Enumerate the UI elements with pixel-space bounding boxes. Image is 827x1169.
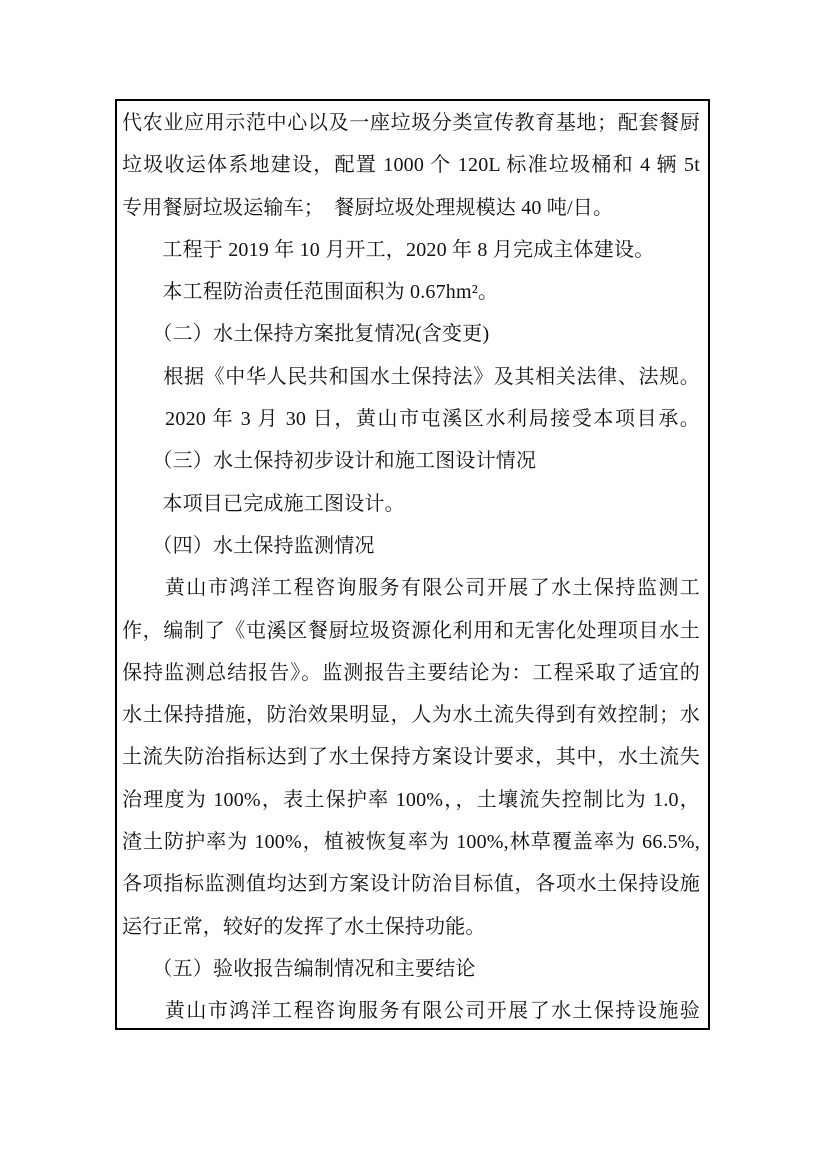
text-line: 运行正常，较好的发挥了水土保持功能。 (122, 915, 486, 938)
text-line: （三）水土保持初步设计和施工图设计情况 (122, 450, 537, 473)
text-line: （二）水土保持方案批复情况(含变更) (122, 323, 490, 346)
text-line: 本工程防治责任范围面积为 0.67hm²。 (122, 281, 499, 304)
text-line: 垃圾收运体系地建设，配置 1000 个 120L 标准垃圾桶和 4 辆 5t (122, 154, 700, 177)
text-line: 2020 年 3 月 30 日，黄山市屯溪区水利局接受本项目承。 (122, 408, 700, 431)
text-line: 渣土防护率为 100%，植被恢复率为 100%,林草覆盖率为 66.5%, (122, 831, 700, 854)
text-line: 黄山市鸿洋工程咨询服务有限公司开展了水土保持监测工 (122, 577, 700, 600)
text-line: 各项指标监测值均达到方案设计防治目标值，各项水土保持设施 (122, 873, 700, 896)
text-line: （四）水土保持监测情况 (122, 534, 375, 557)
document-text-block (117, 101, 708, 1028)
text-line: 保持监测总结报告》。监测报告主要结论为：工程采取了适宜的 (122, 661, 700, 684)
text-line: 作，编制了《屯溪区餐厨垃圾资源化利用和无害化处理项目水土 (122, 619, 700, 642)
text-line: 本项目已完成施工图设计。 (122, 492, 405, 515)
text-line: 治理度为 100%，表土保护率 100%，，土壤流失控制比为 1.0， (122, 788, 700, 811)
text-line: 水土保持措施，防治效果明显，人为水土流失得到有效控制；水 (122, 704, 700, 727)
text-line: （五）验收报告编制情况和主要结论 (122, 957, 476, 980)
text-line: 代农业应用示范中心以及一座垃圾分类宣传教育基地；配套餐厨 (122, 112, 700, 134)
text-line: 土流失防治指标达到了水土保持方案设计要求，其中，水土流失 (122, 746, 700, 769)
text-line: 工程于 2019 年 10 月开工，2020 年 8 月完成主体建设。 (122, 238, 655, 261)
document-border-frame (115, 99, 710, 1030)
text-line: 黄山市鸿洋工程咨询服务有限公司开展了水土保持设施验 (122, 1000, 700, 1023)
text-line: 根据《中华人民共和国水土保持法》及其相关法律、法规。 (122, 365, 700, 388)
text-line: 专用餐厨垃圾运输车； 餐厨垃圾处理规模达 40 吨/日。 (122, 196, 614, 219)
